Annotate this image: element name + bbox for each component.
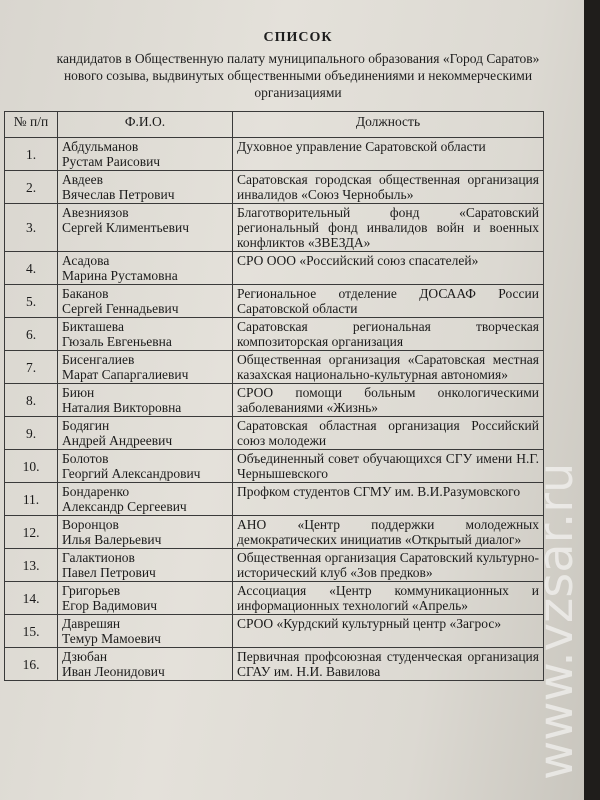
table-row [5,351,544,384]
candidate-organization: Общественная организация «Саратовская местная казахская национально-культурная автономия» [233,351,544,384]
header-position: Должность [233,112,544,138]
table-row [5,549,544,582]
header-number: № п/п [5,112,58,138]
candidate-surname: Даврешян [62,616,121,631]
row-number: 7. [5,351,58,384]
row-number: 12. [5,516,58,549]
candidate-organization: Саратовская городская общественная организация инвалидов «Союз Чернобыль» [233,171,544,204]
candidate-name [58,171,233,204]
candidate-organization: Ассоциация «Центр коммуникационных и информационных технологий «Апрель» [233,582,544,615]
candidate-given-names: Темур Мамоевич [62,631,161,646]
table-row [5,417,544,450]
table-row [5,450,544,483]
candidate-surname: Авезниязов [62,205,129,220]
candidate-given-names: Павел Петрович [62,565,156,580]
candidate-surname: Авдеев [62,172,104,187]
row-number: 4. [5,252,58,285]
row-number: 16. [5,648,58,681]
candidate-given-names: Александр Сергеевич [62,499,187,514]
row-number: 9. [5,417,58,450]
table-row [5,516,544,549]
candidate-name [58,417,233,450]
candidate-organization: Благотворительный фонд «Саратовский региональный фонд инвалидов войн и военных конфликтов «ЗВЕЗДА» [233,204,544,252]
table-row [5,171,544,204]
table-row [5,384,544,417]
row-number: 10. [5,450,58,483]
row-number: 1. [5,138,58,171]
candidate-organization: Саратовская областная организация Российский союз молодежи [233,417,544,450]
candidate-name [58,516,233,549]
table-row [5,615,544,648]
candidate-surname: Абдульманов [62,139,139,154]
candidate-given-names: Егор Вадимович [62,598,158,613]
table-row [5,648,544,681]
row-number: 11. [5,483,58,516]
candidate-organization: Региональное отделение ДОСААФ России Саратовской области [233,285,544,318]
candidate-name [58,204,233,252]
table-row [5,318,544,351]
table-header-row [5,112,544,138]
candidate-organization: Объединенный совет обучающихся СГУ имени Н.Г. Чернышевского [233,450,544,483]
candidate-surname: Бодягин [62,418,110,433]
candidate-name [58,384,233,417]
row-number: 13. [5,549,58,582]
candidate-organization: Профком студентов СГМУ им. В.И.Разумовского [233,483,544,516]
candidate-organization: СРОО помощи больным онкологическими заболеваниями «Жизнь» [233,384,544,417]
candidate-given-names: Сергей Геннадьевич [62,301,179,316]
candidate-organization: СРО ООО «Российский союз спасателей» [233,252,544,285]
row-number: 3. [5,204,58,252]
candidate-surname: Бисенгалиев [62,352,135,367]
candidate-name [58,549,233,582]
candidates-table [4,111,544,681]
candidate-surname: Бикташева [62,319,124,334]
candidate-given-names: Рустам Раисович [62,154,161,169]
candidate-surname: Григорьев [62,583,121,598]
candidate-name [58,252,233,285]
table-row [5,582,544,615]
row-number: 15. [5,615,58,648]
candidate-name [58,450,233,483]
candidate-given-names: Сергей Климентьевич [62,220,190,235]
candidate-surname: Бондаренко [62,484,130,499]
table-row [5,483,544,516]
table-row [5,252,544,285]
candidate-name [58,615,233,648]
row-number: 2. [5,171,58,204]
candidate-given-names: Георгий Александрович [62,466,201,481]
row-number: 6. [5,318,58,351]
candidate-given-names: Вячеслав Петрович [62,187,175,202]
document-subtitle: кандидатов в Общественную палату муниципального образования «Город Саратов» нового созыва, выдвинутых общественными объединениями и некоммерческими организациями [56,51,540,100]
candidate-organization: АНО «Центр поддержки молодежных демократических инициатив «Открытый диалог» [233,516,544,549]
candidate-surname: Дзюбан [62,649,108,664]
candidate-surname: Баканов [62,286,109,301]
table-row [5,285,544,318]
candidate-given-names: Гюзаль Евгеньевна [62,334,172,349]
candidate-organization: Саратовская региональная творческая композиторская организация [233,318,544,351]
candidate-given-names: Иван Леонидович [62,664,165,679]
table-row [5,204,544,252]
candidate-surname: Болотов [62,451,109,466]
candidate-name [58,138,233,171]
row-number: 8. [5,384,58,417]
candidate-name [58,582,233,615]
site-watermark: www.vzsar.ru [528,462,584,780]
candidate-organization: Общественная организация Саратовский культурно-исторический клуб «Зов предков» [233,549,544,582]
candidate-surname: Асадова [62,253,110,268]
candidate-given-names: Наталия Викторовна [62,400,182,415]
candidate-given-names: Андрей Андреевич [62,433,173,448]
candidate-organization: Первичная профсоюзная студенческая организация СГАУ им. Н.И. Вавилова [233,648,544,681]
candidate-name [58,318,233,351]
document-title: СПИСОК [263,30,333,45]
header-name: Ф.И.О. [58,112,233,138]
candidate-name [58,483,233,516]
candidate-name [58,285,233,318]
page-edge-shadow [584,0,600,800]
candidate-given-names: Илья Валерьевич [62,532,162,547]
candidate-surname: Биюн [62,385,95,400]
row-number: 14. [5,582,58,615]
candidate-name [58,351,233,384]
candidate-given-names: Марат Сапаргалиевич [62,367,189,382]
row-number: 5. [5,285,58,318]
table-row [5,138,544,171]
candidate-given-names: Марина Рустамовна [62,268,178,283]
candidate-organization: СРОО «Курдский культурный центр «Загрос» [233,615,544,648]
candidate-organization: Духовное управление Саратовской области [233,138,544,171]
candidate-surname: Галактионов [62,550,135,565]
candidate-name [58,648,233,681]
candidate-surname: Воронцов [62,517,119,532]
